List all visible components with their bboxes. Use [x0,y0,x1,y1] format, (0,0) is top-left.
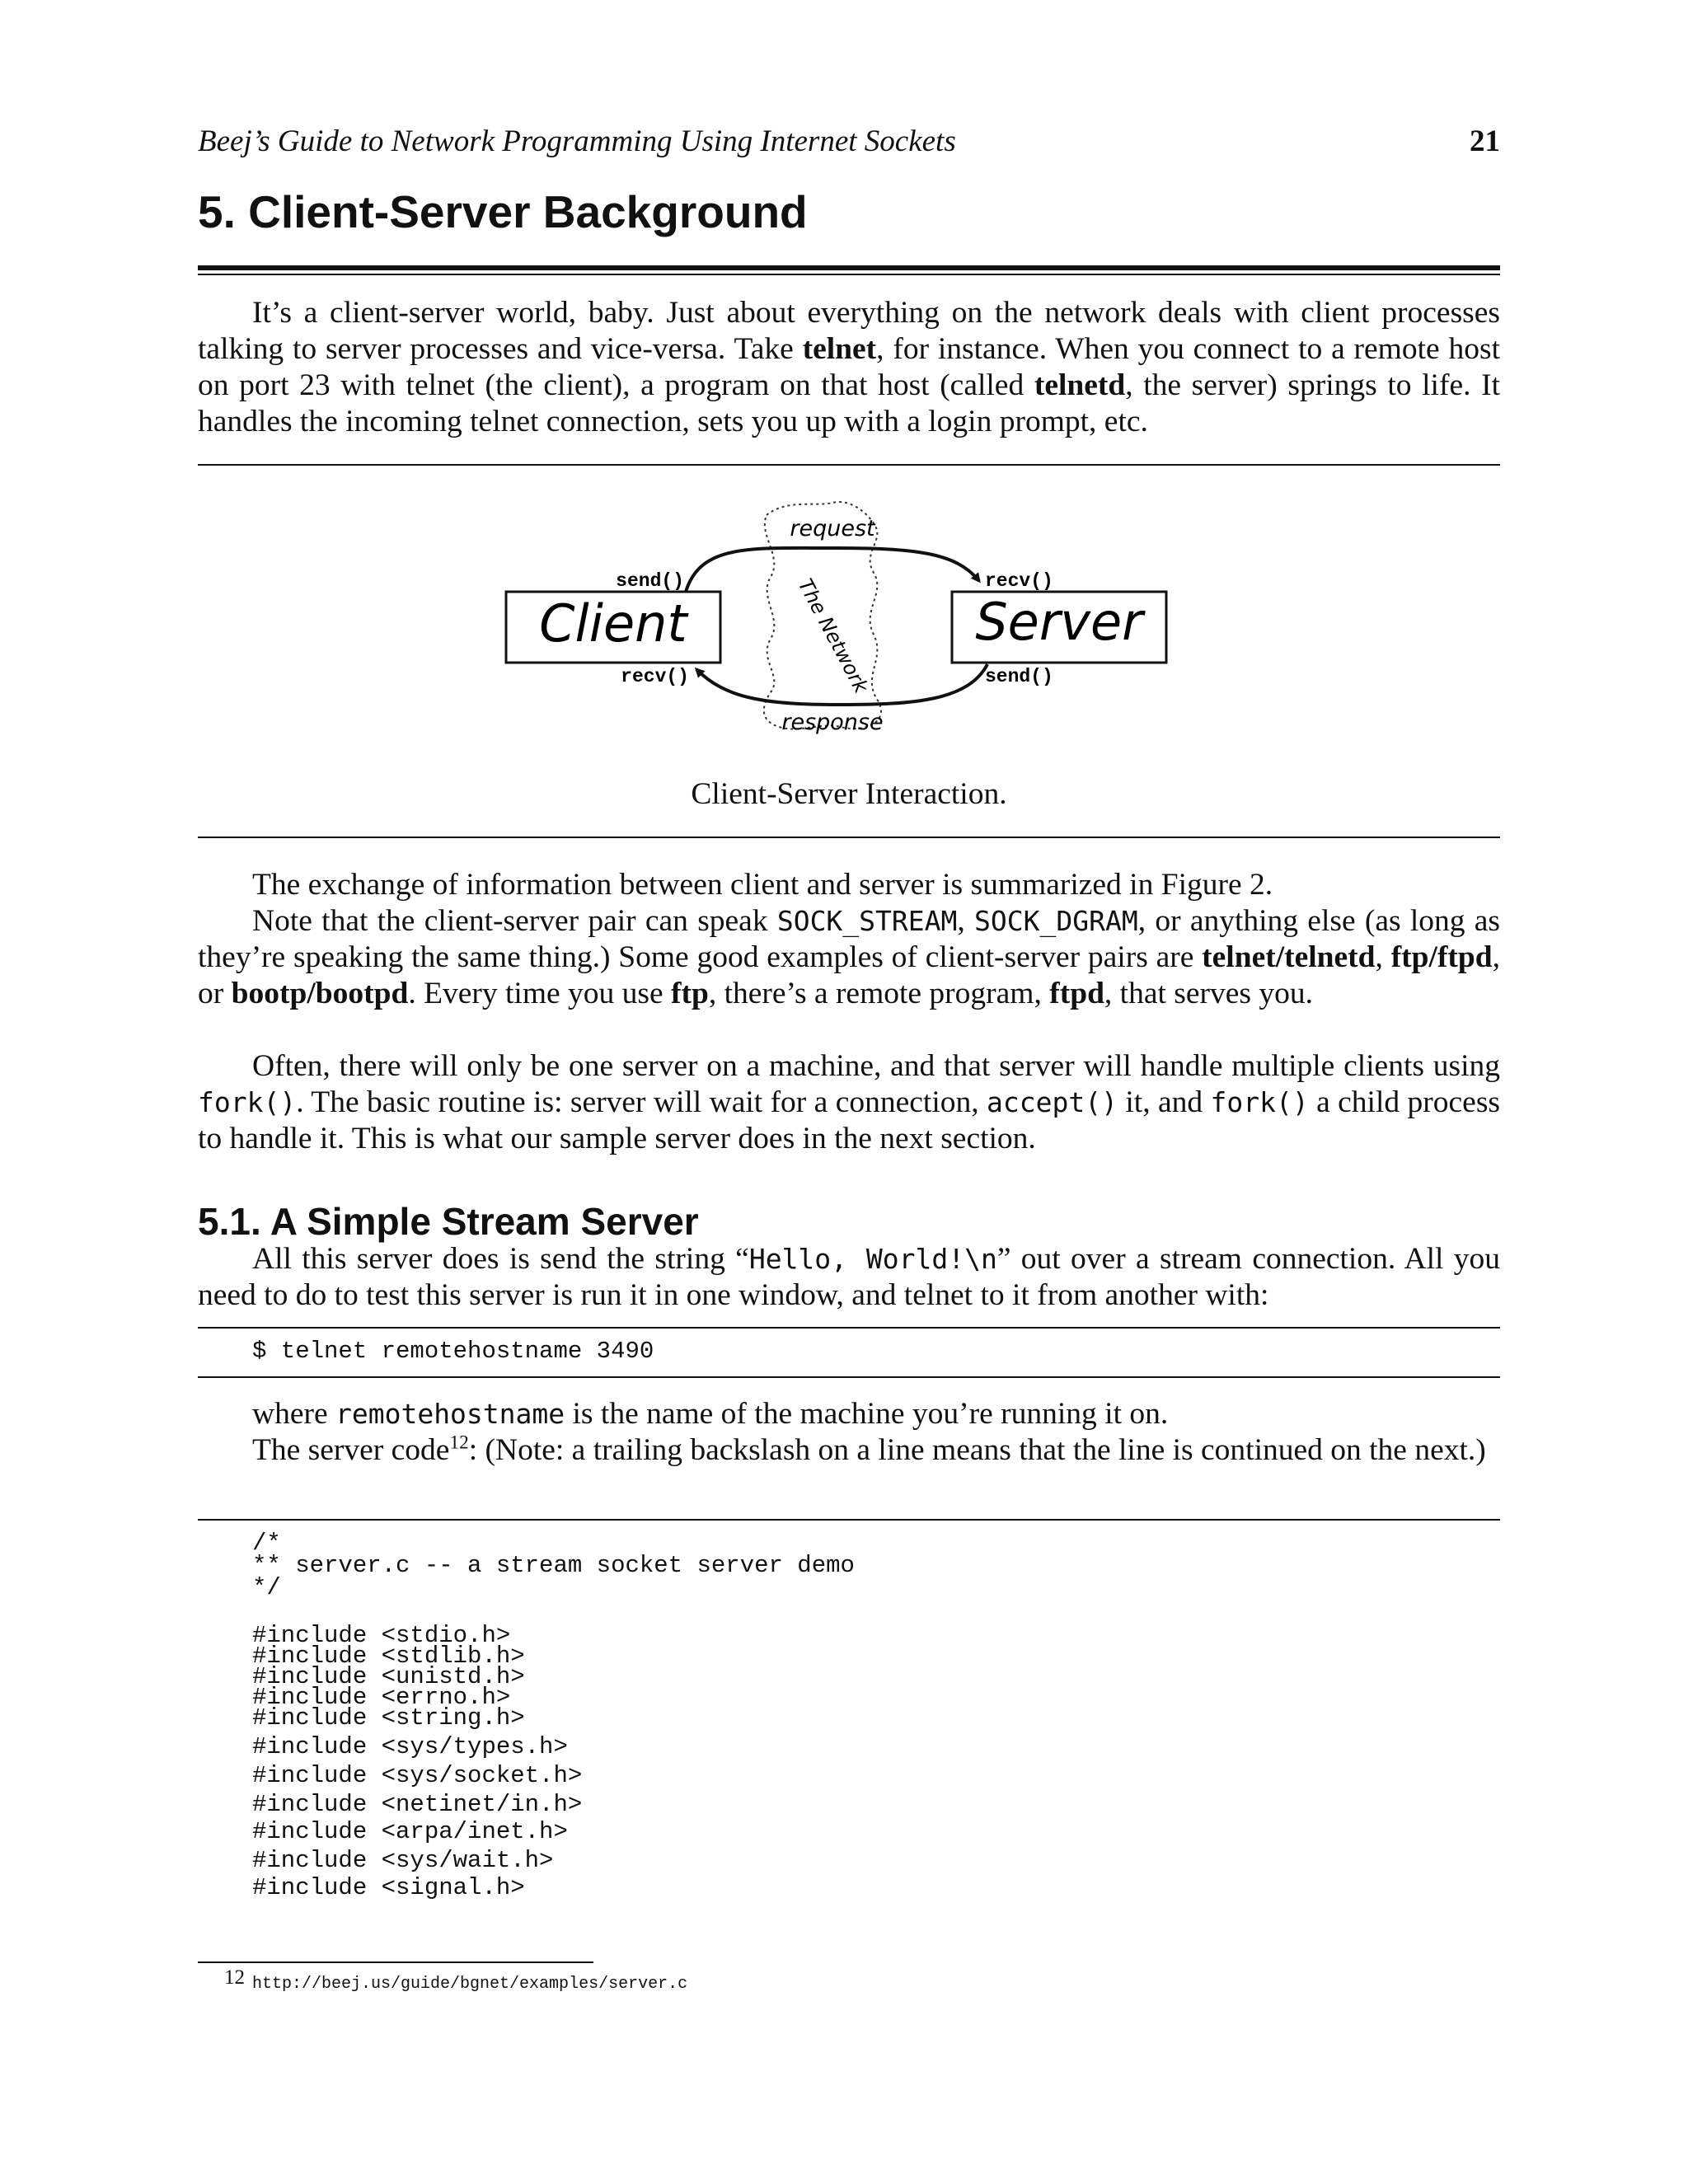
code-line: #include <sys/types.h> [252,1733,568,1760]
code-line: #include <signal.h> [252,1874,525,1901]
code-line: #include <stdlib.h> [252,1643,525,1670]
footnote-url-link[interactable]: http://beej.us/guide/bgnet/examples/server.c [252,1975,688,1994]
response-label: response [781,710,884,735]
client-send-label: send() [616,570,684,592]
figure-rule-bottom [198,837,1500,838]
server-send-label: send() [985,666,1053,687]
running-head [198,124,1500,173]
figure-rule-top [198,464,1500,466]
code-line: /* [252,1530,281,1557]
request-arrow [686,548,979,592]
code-line: #include <string.h> [252,1704,525,1732]
intro-paragraph: It’s a client-server world, baby. Just about everything on the network deals with client processes talking to server processes and vice-versa. Take telnet, for instance. When you connect to a remote host on port 23 with telnet (the client), a program on that host (called telnetd, the server) springs to life. It handles the incoming telnet connection, sets you up with a login prompt, etc. [198,296,1501,438]
chapter-rule-thin [198,274,1500,275]
body-paragraph-1: The exchange of information between client and server is summarized in Figure 2. [252,868,1273,902]
body-paragraph-3: Often, there will only be one server on a machine, and that server will handle multiple clients using fork(). The basic routine is: server will wait for a connection, accept() it, and fork() a child process to handle it. This is what our sample server does in the next section. [198,1049,1501,1155]
code-line: #include <unistd.h> [252,1663,525,1690]
telnetd-term: telnetd [1034,368,1126,402]
page-number: 21 [1470,124,1500,158]
sock-stream-term: SOCK_STREAM [776,905,958,937]
command-rule-bottom [198,1376,1500,1378]
network-label: The Network [793,574,874,697]
footnote-ref: 12 [449,1432,469,1454]
code-line: #include <sys/socket.h> [252,1762,583,1789]
code-line: ** server.c -- a stream socket server demo [252,1552,855,1579]
code-line: #include <netinet/in.h> [252,1791,583,1818]
figure-caption: Client-Server Interaction. [691,777,1007,811]
telnet-term: telnet [802,332,877,366]
telnet-command: $ telnet remotehostname 3490 [252,1338,654,1365]
code-line: #include <arpa/inet.h> [252,1818,568,1845]
section-paragraph-2: where remotehostname is the name of the machine you’re running it on. [252,1397,1169,1431]
section-title: 5.1. A Simple Stream Server [198,1200,699,1243]
footnote-rule [198,1961,593,1963]
client-recv-label: recv() [621,666,689,687]
server-label: Server [975,592,1143,652]
footnote-number: 12 [224,1966,245,1989]
section-paragraph-1: All this server does is send the string “Hello, World!\n” out over a stream connection. All you need to do to test this server is run it in one window, and telnet to it from another with: [198,1242,1501,1312]
client-label: Client [539,593,687,654]
book-title: Beej’s Guide to Network Programming Using Internet Sockets [198,124,956,158]
client-server-diagram [503,494,1187,742]
command-rule-top [198,1327,1500,1329]
sock-dgram-term: SOCK_DGRAM [974,905,1138,937]
code-line: #include <stdio.h> [252,1622,511,1649]
hello-world-string: Hello, World!\n [748,1243,997,1275]
section-paragraph-3: The server code$^{12}$: (Note: a trailing backslash on a line means that the line is continued on the next.) [252,1432,1486,1467]
code-line: #include <sys/wait.h> [252,1847,554,1874]
chapter-rule-thick [198,265,1500,270]
request-label: request [790,516,875,541]
server-recv-label: recv() [985,570,1053,592]
code-rule-top [198,1519,1500,1521]
code-line: #include <errno.h> [252,1684,511,1711]
body-paragraph-2: Note that the client-server pair can speak SOCK_STREAM, SOCK_DGRAM, or anything else (as long as they’re speaking the same thing.) Some good examples of client-server pairs are telnet/telnetd, ftp/ftpd, or bootp/bootpd. Every time you use ftp, there’s a remote program, ftpd, that serves you. [198,904,1501,1010]
chapter-title: 5. Client-Server Background [198,186,808,237]
code-line: */ [252,1574,281,1601]
